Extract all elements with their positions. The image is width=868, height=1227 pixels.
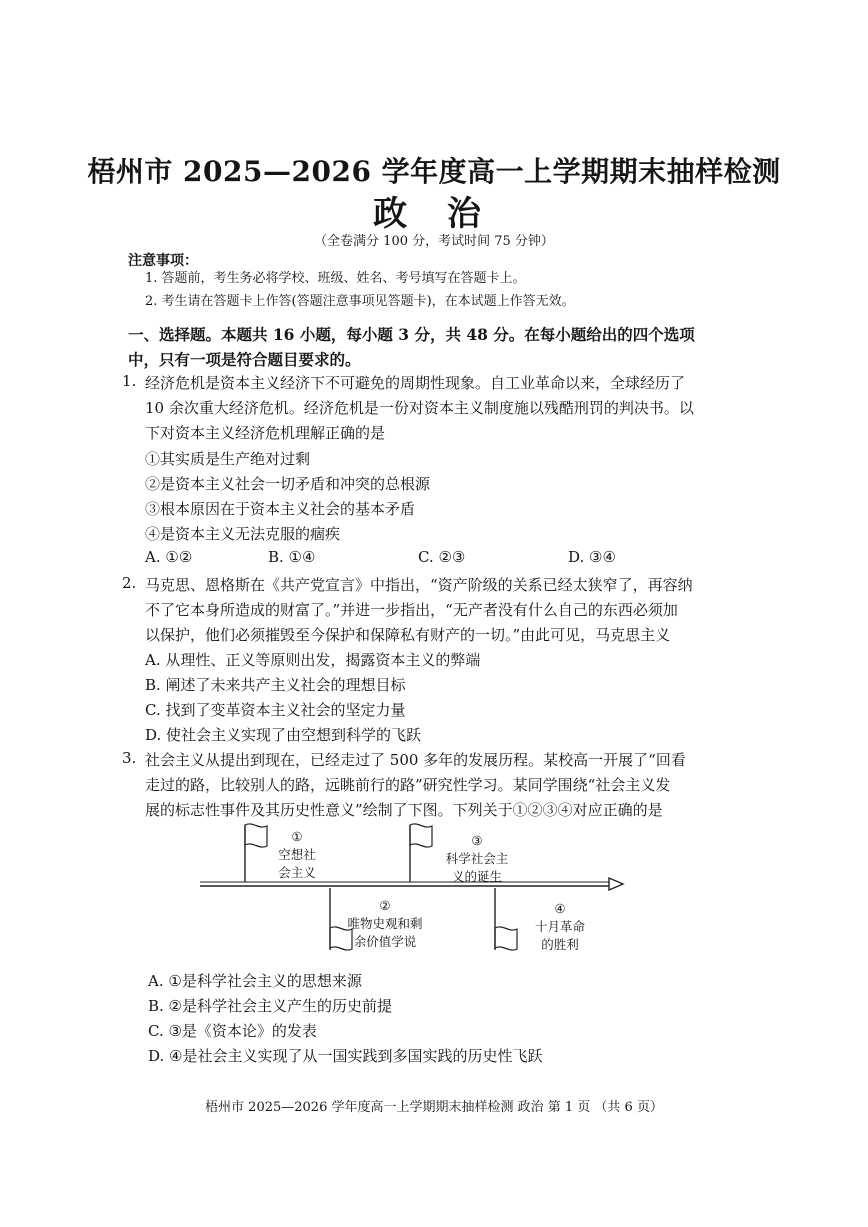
question-number: 1. xyxy=(122,372,137,390)
note-item: 2. 考生请在答题卡上作答(答题注意事项见答题卡)，在本试题上作答无效。 xyxy=(145,294,575,309)
timeline-num: ④ xyxy=(554,901,566,916)
question-text-line: 展的标志性事件及其历史性意义”绘制了下图。下列关于①②③④对应正确的是 xyxy=(145,801,663,819)
statement: ③根本原因在于资本主义社会的基本矛盾 xyxy=(145,500,416,518)
option-b: B. ①④ xyxy=(268,548,316,566)
timeline-num: ③ xyxy=(471,833,483,848)
flag-icon xyxy=(410,824,432,847)
option-c: C. ②③ xyxy=(418,548,466,566)
score-note: （全卷满分 100 分，考试时间 75 分钟） xyxy=(314,234,554,249)
timeline-text: 十月革命 xyxy=(534,919,585,934)
timeline-label-1 xyxy=(267,828,327,882)
option-a: A. ①是科学社会主义的思想来源 xyxy=(148,972,362,990)
question-text-line: 经济危机是资本主义经济下不可避免的周期性现象。自工业革命以来，全球经历了 xyxy=(145,374,686,392)
timeline-text: 会主义 xyxy=(278,865,316,880)
option-a: A. ①② xyxy=(145,548,193,566)
timeline-text: 余价值学说 xyxy=(353,934,417,949)
question-number: 3. xyxy=(122,749,137,767)
option-b: B. 阐述了未来共产主义社会的理想目标 xyxy=(145,676,406,694)
notes-heading: 注意事项： xyxy=(128,253,198,269)
timeline-text: 空想社 xyxy=(278,847,316,862)
option-d: D. ③④ xyxy=(568,548,616,566)
timeline-text: 义的诞生 xyxy=(451,869,502,884)
flag-icon xyxy=(495,927,517,950)
option-d: D. 使社会主义实现了由空想到科学的飞跃 xyxy=(145,726,422,744)
flag-icon xyxy=(245,824,267,847)
section-heading: 一、选择题。本题共 16 小题，每小题 3 分，共 48 分。在每小题给出的四个选项中，只有一项是符合题目要求的。 xyxy=(128,325,695,369)
option-c: C. 找到了变革资本主义社会的坚定力量 xyxy=(145,701,406,719)
statement: ④是资本主义无法克服的痼疾 xyxy=(145,525,341,543)
question-text-line: 10 余次重大经济危机。经济危机是一份对资本主义制度施以残酷刑罚的判决书。以 xyxy=(145,399,694,417)
timeline-label-2 xyxy=(335,897,435,951)
exam-title: 梧州市 2025—2026 学年度高一上学期期末抽样检测 xyxy=(87,155,781,188)
timeline-text: 唯物史观和剩 xyxy=(347,916,423,931)
socialism-timeline-diagram xyxy=(195,820,635,955)
timeline-text: 的胜利 xyxy=(541,937,579,952)
subject-title: 政 治 xyxy=(373,194,495,234)
arrow-head-icon xyxy=(609,878,623,890)
timeline-num: ① xyxy=(291,829,303,844)
option-d: D. ④是社会主义实现了从一国实践到多国实践的历史性飞跃 xyxy=(148,1047,543,1065)
question-text-line: 不了它本身所造成的财富了。”并进一步指出，“无产者没有什么自己的东西必须加 xyxy=(145,601,678,619)
question-text-line: 社会主义从提出到现在，已经走过了 500 多年的发展历程。某校高一开展了“回看 xyxy=(145,751,686,769)
page-footer: 梧州市 2025—2026 学年度高一上学期期末抽样检测 政治 第 1 页 （共 6 页） xyxy=(205,1100,663,1115)
note-item: 1. 答题前，考生务必将学校、班级、姓名、考号填写在答题卡上。 xyxy=(145,271,526,286)
question-text-line: 马克思、恩格斯在《共产党宣言》中指出，“资产阶级的关系已经太狭窄了，再容纳 xyxy=(145,576,693,594)
question-number: 2. xyxy=(122,574,137,592)
option-c: C. ③是《资本论》的发表 xyxy=(148,1022,317,1040)
timeline-label-3 xyxy=(432,832,522,886)
timeline-num: ② xyxy=(379,898,391,913)
statement: ①其实质是生产绝对过剩 xyxy=(145,450,311,468)
question-text-line: 下对资本主义经济危机理解正确的是 xyxy=(145,424,386,442)
timeline-text: 科学社会主 xyxy=(445,851,509,866)
option-a: A. 从理性、正义等原则出发，揭露资本主义的弊端 xyxy=(145,651,481,669)
option-b: B. ②是科学社会主义产生的历史前提 xyxy=(148,997,393,1015)
question-text-line: 走过的路，比较别人的路，远眺前行的路”研究性学习。某同学围绕“社会主义发 xyxy=(145,776,671,794)
timeline-label-4 xyxy=(520,900,600,954)
statement: ②是资本主义社会一切矛盾和冲突的总根源 xyxy=(145,475,431,493)
question-text-line: 以保护，他们必须摧毁至今保护和保障私有财产的一切。”由此可见，马克思主义 xyxy=(145,626,671,644)
